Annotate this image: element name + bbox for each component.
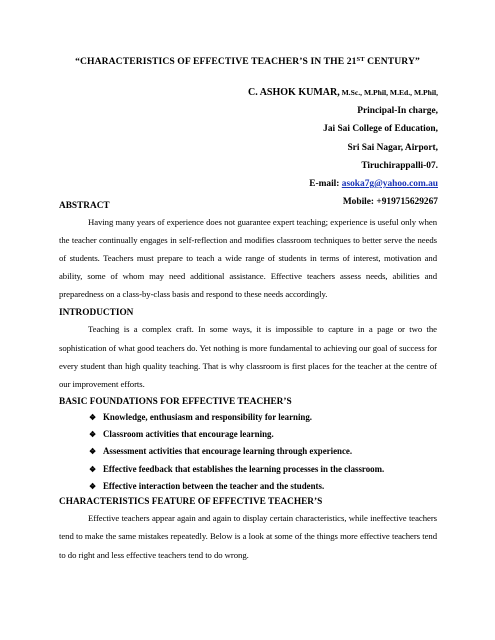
list-item-text: Effective feedback that establishes the learning processes in the classroom. <box>103 463 385 474</box>
author-name: C. ASHOK KUMAR, <box>248 87 340 98</box>
introduction-heading: INTRODUCTION <box>59 308 134 319</box>
document-body <box>59 199 437 564</box>
list-item <box>89 409 437 426</box>
author-block <box>248 84 438 211</box>
list-item <box>89 461 437 478</box>
list-item <box>89 443 437 460</box>
author-qualifications: M.Sc., M.Phil, M.Ed., M.Phil, <box>339 88 438 97</box>
document-title <box>0 56 495 67</box>
characteristics-paragraph: Effective teachers appear again and again to display certain characteristics, while ineffective teachers tend to make the same mistakes repeatedly. Below is a look at some of the things more effective teachers tend to do right and less effective teachers tend to do wrong. <box>59 513 437 560</box>
title-superscript: ST <box>356 56 365 63</box>
email-label: E-mail: <box>309 179 342 190</box>
diamond-bullet-icon: ❖ <box>89 430 97 440</box>
characteristics-heading: CHARACTERISTICS FEATURE OF EFFECTIVE TEACHER’S <box>59 497 323 508</box>
diamond-bullet-icon: ❖ <box>89 464 97 474</box>
author-address: Sri Sai Nagar, Airport, <box>347 142 438 153</box>
list-item <box>89 478 437 495</box>
abstract-heading: ABSTRACT <box>59 201 110 211</box>
author-institution: Jai Sai College of Education, <box>323 124 438 135</box>
abstract-paragraph: Having many years of experience does not guarantee expert teaching; experience is useful only when the teacher continually engages in self-reflection and modifies classroom techniques to better serve the needs of students. Teachers must prepare to teach a wide range of students in terms of interest, motivation and ability, some of whom may need additional assistance. Effective teachers assess needs, abilities and preparedness on a class-by-class basis and respond to these needs accordingly. <box>59 217 437 300</box>
diamond-bullet-icon: ❖ <box>89 412 97 422</box>
list-item-text: Effective interaction between the teacher and the students. <box>103 481 325 492</box>
list-item-text: Knowledge, enthusiasm and responsibility for learning. <box>103 411 313 422</box>
author-line <box>248 84 438 102</box>
list-item-text: Assessment activities that encourage learning through experience. <box>103 446 353 457</box>
title-end: CENTURY” <box>364 56 420 67</box>
diamond-bullet-icon: ❖ <box>89 482 97 492</box>
introduction-paragraph: Teaching is a complex craft. In some ways, it is impossible to capture in a page or two the sophistication of what good teachers do. Yet nothing is more fundamental to achieving our goal of success for every student than high quality teaching. That is why classroom is first places for the teacher at the centre of our improvement efforts. <box>59 324 437 389</box>
author-mobile: Mobile: +919715629267 <box>342 197 438 208</box>
author-city: Tiruchirappalli-07. <box>361 160 438 171</box>
title-main: “CHARACTERISTICS OF EFFECTIVE TEACHER’S IN THE 21 <box>75 56 357 67</box>
email-link[interactable]: asoka7g@yahoo.com.au <box>341 179 438 190</box>
list-item <box>89 426 437 443</box>
list-item-text: Classroom activities that encourage learning. <box>103 429 274 440</box>
foundations-list <box>59 409 437 495</box>
author-email-line <box>248 175 438 193</box>
author-position: Principal-In charge, <box>357 106 438 117</box>
foundations-heading: BASIC FOUNDATIONS FOR EFFECTIVE TEACHER’S <box>59 396 292 407</box>
diamond-bullet-icon: ❖ <box>89 447 97 457</box>
